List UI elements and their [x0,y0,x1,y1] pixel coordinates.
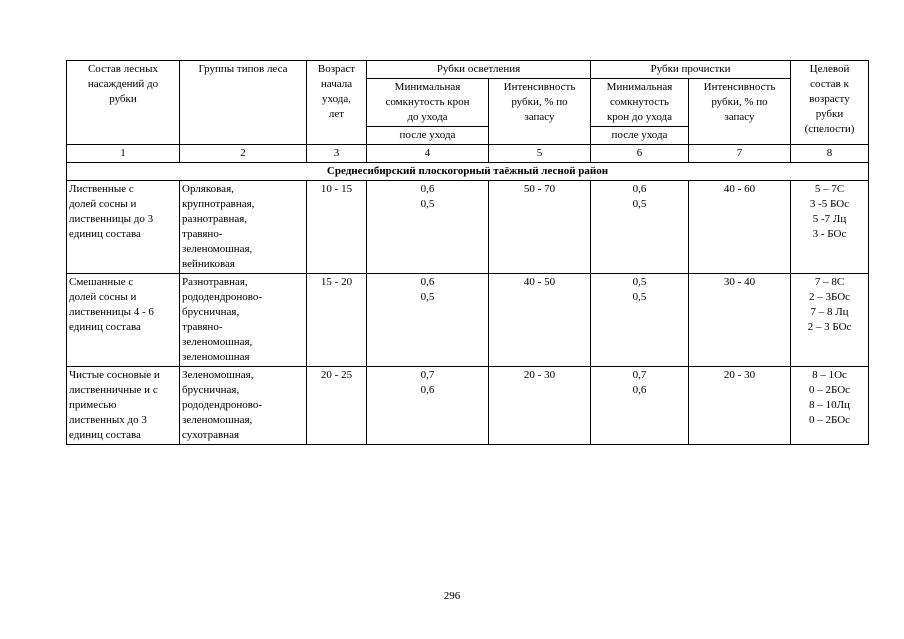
intensity-lighting: 50 - 70 [489,181,591,274]
density-thinning: 0,6 0,5 [591,181,689,274]
table-row [67,274,869,367]
header-thinning-cuts: Рубки прочистки [591,61,791,79]
header-lighting-cuts: Рубки осветления [367,61,591,79]
forest-type-groups: Разнотравная, рододендроново- брусничная, травяно- зеленомошная, зеленомошная [180,274,307,367]
header-start-age: Возраст начала ухода, лет [307,61,367,145]
header-min-density-lighting: Минимальная сомкнутость крон до ухода [367,79,489,127]
intensity-lighting: 20 - 30 [489,367,591,445]
table-row [67,181,869,274]
intensity-thinning: 30 - 40 [689,274,791,367]
forest-composition: Лиственные с долей сосны и лиственницы до 3 единиц состава [67,181,180,274]
intensity-lighting: 40 - 50 [489,274,591,367]
target-composition: 5 – 7С 3 -5 БОс 5 -7 Лц 3 - БОс [791,181,869,274]
header-min-density-thinning: Минимальная сомкнутость крон до ухода [591,79,689,127]
column-number: 3 [307,145,367,163]
header-after-care-thinning: после ухода [591,127,689,145]
column-number: 4 [367,145,489,163]
column-number: 8 [791,145,869,163]
forest-type-groups: Орляковая, крупнотравная, разнотравная, травяно- зеленомошная, вейниковая [180,181,307,274]
start-age: 15 - 20 [307,274,367,367]
page-number: 296 [443,590,461,602]
header-target-composition: Целевой состав к возрасту рубки (спелости) [791,61,869,145]
header-after-care-lighting: после ухода [367,127,489,145]
intensity-thinning: 40 - 60 [689,181,791,274]
target-composition: 8 – 1Ос 0 – 2БОс 8 – 10Лц 0 – 2БОс [791,367,869,445]
region-heading: Среднесибирский плоскогорный таёжный лесной район [67,163,869,181]
column-number: 7 [689,145,791,163]
start-age: 10 - 15 [307,181,367,274]
table-row [67,367,869,445]
density-lighting: 0,7 0,6 [367,367,489,445]
column-number: 1 [67,145,180,163]
header-forest-type-groups: Группы типов леса [180,61,307,145]
column-number: 6 [591,145,689,163]
intensity-thinning: 20 - 30 [689,367,791,445]
column-number: 5 [489,145,591,163]
forest-care-table [66,60,869,445]
density-lighting: 0,6 0,5 [367,274,489,367]
density-lighting: 0,6 0,5 [367,181,489,274]
column-number: 2 [180,145,307,163]
forest-type-groups: Зеленомошная, брусничная, рододендроново- зеленомошная, сухотравная [180,367,307,445]
forest-composition: Чистые сосновые и лиственничные и с примесью лиственных до 3 единиц состава [67,367,180,445]
header-intensity-thinning: Интенсивность рубки, % по запасу [689,79,791,145]
forest-composition: Смешанные с долей сосны и лиственницы 4 - 6 единиц состава [67,274,180,367]
header-composition: Состав лесных насаждений до рубки [67,61,180,145]
density-thinning: 0,5 0,5 [591,274,689,367]
start-age: 20 - 25 [307,367,367,445]
density-thinning: 0,7 0,6 [591,367,689,445]
target-composition: 7 – 8С 2 – 3БОс 7 – 8 Лц 2 – 3 БОс [791,274,869,367]
header-intensity-lighting: Интенсивность рубки, % по запасу [489,79,591,145]
